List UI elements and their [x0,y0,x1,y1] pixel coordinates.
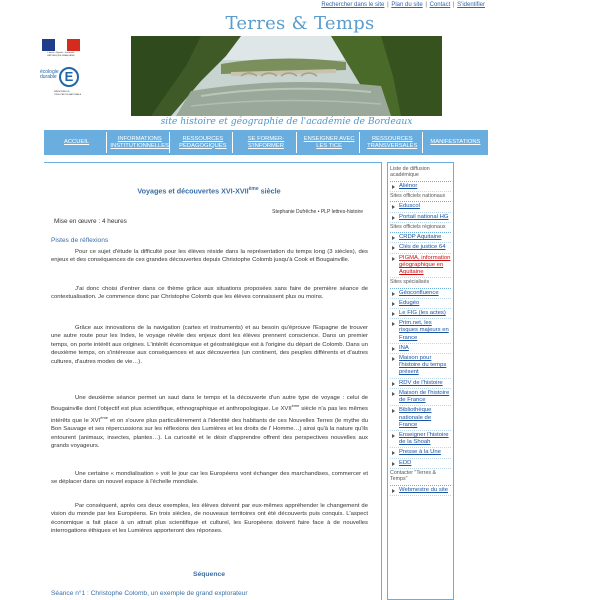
login-link[interactable]: S'identifier [457,2,485,8]
paragraph-5-text: Une certaine « mondialisation » voit le jour car les Européens vont échanger des marchandises, commercer et se déplacer dans un nouvel espace à l'échelle mondiale. [51,471,368,486]
paragraph-3-text: Grâce aux innovations de la navigation (cartes et instruments) et au besoin qu'éprouve l'Espagne de trouver une autre route pour les Indes, le voyage révèle des enjeux dont les élèves prennent conscience. Dans un premier temps, on porte intérêt aux origines. L'intérêt économique et géostratégique est à l'origine du départ de Colomb. Dans un deuxième temps, on s'intéresse aux conséquences et aux découvertes (un continent, des peuples différents et d'autres cultures, d'autres modes de vie…). [51,325,368,365]
main-navigation [44,130,488,155]
french-flag-icon [42,39,80,51]
paragraph-4 [51,394,368,450]
republique-francaise-logo[interactable] [42,39,80,64]
article-title [44,186,374,195]
nav-se-former[interactable]: SE FORMER-S'INFORMER [236,132,296,153]
paragraph-4-text-b: siècle n'a pas les mêmes intérêts que le XVI [51,406,368,424]
nav-informations-institutionnelles[interactable]: INFORMATIONS INSTITUTIONNELLES [110,132,170,153]
paragraph-5 [51,470,368,487]
site-subtitle: site histoire et géographie de l'académie de Bordeaux [160,116,413,127]
sidebar-links [387,162,454,600]
paragraph-2-text: J'ai donc choisi d'entrer dans ce thème grâce aux situations proposées sans faire de première séance de contextualisation. Je commence donc par Christophe Colomb que les élèves connaissent plus ou moins. [51,286,368,301]
sidebar-link-alienor[interactable]: Aliénor [390,182,451,192]
sidebar-link-prim[interactable]: Prim.net, les risques majeurs en France [390,319,451,344]
article-title-end: siècle [258,186,281,196]
paragraph-3 [51,324,368,366]
sidebar-link-edd[interactable]: EDD [390,459,451,469]
sequence-heading: Séquence [192,571,226,578]
sidebar-link-cles[interactable]: Clés de justice 64 [390,243,451,253]
sidebar-link-maison-france[interactable]: Maison de l'histoire de France [390,389,451,406]
header-photo [131,36,442,116]
contact-link[interactable]: Contact [429,2,451,8]
paragraph-1-text: Pour ce sujet d'étude la difficulté pour les élèves réside dans la représentation du temps long (3 siècles), des enjeux et des conséquences de ces grandes découvertes depuis Christophe Colomb jusqu'à Cook et Bougainville. [51,249,368,264]
seance-1-heading: Séance n°1 : Christophe Colomb, un exemple de grand explorateur [51,590,248,597]
utility-links: Rechercher dans le site | Plan du site | Contact | S'identifier [321,2,485,8]
sidebar-link-maison-temps-present[interactable]: Maison pour l'histoire du temps présent [390,354,451,379]
sidebar-link-fig[interactable]: Le FIG (les actes) [390,309,451,319]
sidebar-heading-contact: Contacter "Terres & Temps" [390,469,451,486]
nav-accueil[interactable]: ACCUEIL [47,132,107,153]
content-top-rule [44,162,381,163]
eco-e-icon: E [59,67,79,87]
nav-ressources-pedagogiques[interactable]: RESSOURCES PEDAGOGIQUES [173,132,233,153]
sidebar-heading-regionaux: Sites officiels régionaux [390,223,451,233]
sidebar-link-webmestre[interactable]: Webmestre du site [390,486,451,496]
sidebar-link-shoah[interactable]: Enseigner l'histoire de la Shoah [390,431,451,448]
paragraph-6-text: Par conséquent, après ces deux exemples, les élèves doivent par eux-mêmes appréhender le changement de vision du monde par les Européens. En trois siècles, de nouveaux territoires ont été découverts puis conquis. L'aspect économique a fait place à un attrait plus scientifique et culturel, les Européens doivent faire face à de nouvelles interrogations éthiques et les Lumières apporteront des réponses. [51,503,368,535]
paragraph-4-text-a: Une deuxième séance permet un saut dans le temps et la découverte d'un autre type de voyage : celui de Bougainville dont l'objectif est plus scientifique, ethnographique et anthropologique. Le XVII [51,395,368,413]
ecologie-durable-logo[interactable] [40,67,82,103]
article-content [44,162,382,600]
search-site-link[interactable]: Rechercher dans le site [321,2,385,8]
sidebar-link-ina[interactable]: INA [390,344,451,354]
marianne-caption: Liberté • Égalité • Fraternité RÉPUBLIQUE FRANÇAISE [47,52,75,57]
paragraph-6 [51,502,368,536]
paragraph-4-sup-2: ème [100,414,108,420]
paragraph-2 [51,285,368,302]
paragraph-1 [51,248,368,265]
sidebar-link-portail[interactable]: Portail national HG [390,213,451,223]
sidebar-heading-liste: Liste de diffusion académique [390,165,451,182]
sidebar-link-edugeo[interactable]: Edugéo [390,299,451,309]
article-title-main: Voyages et découvertes XVI-XVII [137,186,249,196]
eco-text: écologie durable [40,69,59,80]
sidebar-link-eduscol[interactable]: Eduscol [390,202,451,212]
sidebar-link-bnf[interactable]: Bibliothèque nationale de France [390,406,451,431]
paragraph-4-sup-1: ème [291,403,300,409]
river-bridge-landscape-image [131,36,442,116]
site-title[interactable]: Terres & Temps [225,13,375,34]
sidebar-link-crdp[interactable]: CRDP Aquitaine [390,233,451,243]
sidebar-link-rdv[interactable]: RDV de l'histoire [390,379,451,389]
sidebar-link-geoconfluence[interactable]: Géoconfluence [390,289,451,299]
paragraph-4-text-c: et on s'ouvre plus particulièrement à l'identité des habitants de ces Nouvelles Terres (le mythe du Bon Sauvage et ses répercussions sur les réflexions des Lumières et les droits de l' Homme…) ainsi qu'à la nature qu'ils entourent (animaux, insectes, plantes…). La curiosité et le désir d'apprendre offrent des perspectives nouvelles aux grands voyageurs. [51,417,368,449]
article-duration: Mise en œuvre : 4 heures [54,218,127,225]
sidebar-link-pigma[interactable]: PIGMA, information géographique en Aquitaine [390,254,451,279]
pistes-heading: Pistes de réflexions [51,237,109,244]
nav-enseigner-tice[interactable]: ENSEIGNER AVEC LES TICE [300,132,360,153]
nav-manifestations[interactable]: MANIFESTATIONS [430,139,481,145]
ministry-caption: MINISTÈRE DE L'ÉDUCATION NATIONALE [54,91,82,96]
sitemap-link[interactable]: Plan du site [391,2,423,8]
article-title-sup: ème [248,186,259,192]
sidebar-heading-specialises: Sites spécialisés [390,278,451,288]
sidebar-link-presse[interactable]: Presse à la Une [390,448,451,458]
sidebar-heading-nationaux: Sites officiels nationaux [390,192,451,202]
nav-ressources-transversales[interactable]: RESSOURCES TRANSVERSALES [363,132,423,153]
article-author: Stephanie Dufrêche • PLP lettres-histoire [272,209,363,215]
